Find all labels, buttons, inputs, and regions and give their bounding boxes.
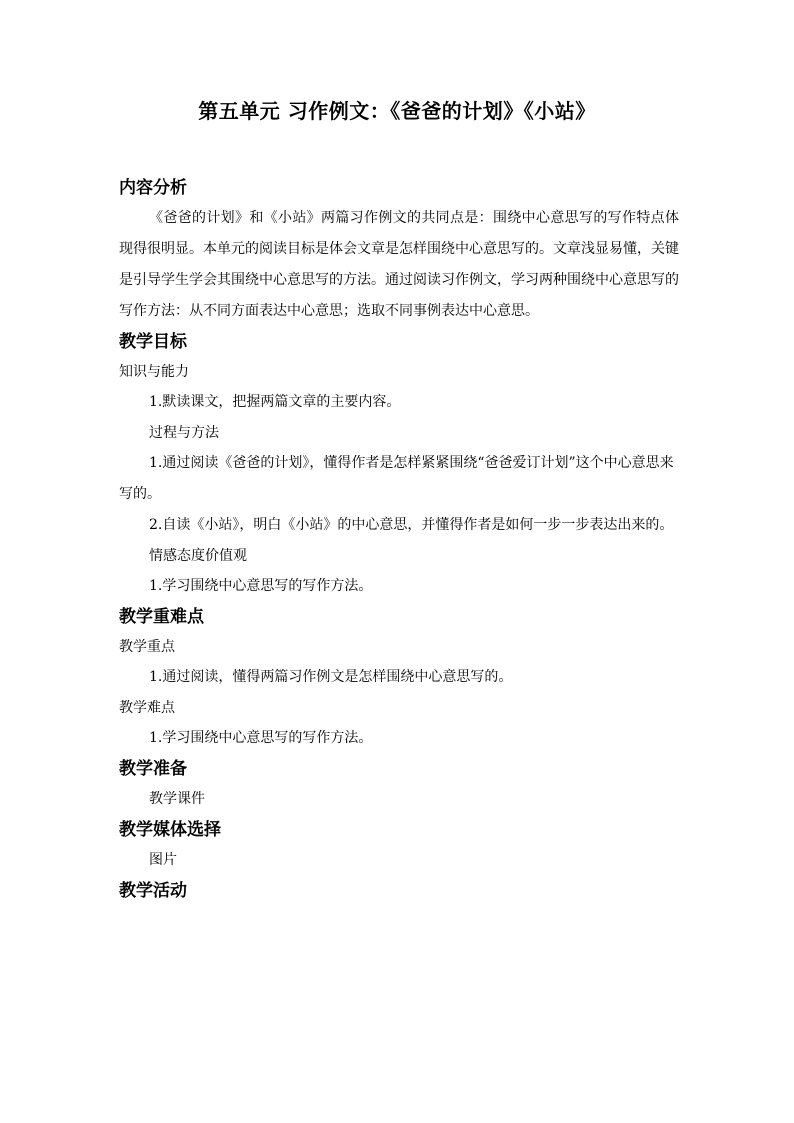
document-title: 第五单元 习作例文：《爸爸的计划》《小站》 <box>198 99 596 123</box>
content-analysis-paragraph: 《爸爸的计划》和《小站》两篇习作例文的共同点是：围绕中心意思写的写作特点体现得很明显。本单元的阅读目标是体会文章是怎样围绕中心意思写的。文章浅显易懂，关键是引导学生学会其围绕中心意思写的方法。通过阅读习作例文，学习两种围绕中心意思写的写作方法：从不同方面表达中心意思；选取不同事例表达中心意思。 <box>119 210 679 319</box>
document-body <box>119 173 679 906</box>
label-knowledge-ability: 知识与能力 <box>119 364 189 380</box>
label-teaching-difficulty: 教学难点 <box>119 700 175 716</box>
heading-activities: 教学活动 <box>119 881 187 901</box>
heading-content-analysis: 内容分析 <box>119 178 187 198</box>
process-item-2: 2.自读《小站》，明白《小站》的中心意思，并懂得作者是如何一步一步表达出来的。 <box>149 517 674 533</box>
process-item-1: 1.通过阅读《爸爸的计划》，懂得作者是怎样紧紧围绕“爸爸爱订计划”这个中心意思来写的。 <box>119 455 674 502</box>
heading-media: 教学媒体选择 <box>119 820 221 840</box>
difficulty-item-1: 1.学习围绕中心意思写的写作方法。 <box>149 730 373 746</box>
media-text: 图片 <box>149 852 177 868</box>
label-emotion-values: 情感态度价值观 <box>149 548 247 564</box>
knowledge-item-1: 1.默读课文，把握两篇文章的主要内容。 <box>149 394 401 410</box>
label-teaching-focus: 教学重点 <box>119 639 175 655</box>
emotion-item-1: 1.学习围绕中心意思写的写作方法。 <box>149 578 373 594</box>
heading-objectives: 教学目标 <box>119 332 187 352</box>
label-process-method: 过程与方法 <box>149 425 219 441</box>
preparation-text: 教学课件 <box>149 791 205 807</box>
focus-item-1: 1.通过阅读，懂得两篇习作例文是怎样围绕中心意思写的。 <box>149 669 513 685</box>
heading-key-points: 教学重难点 <box>119 607 204 627</box>
heading-preparation: 教学准备 <box>119 759 187 779</box>
